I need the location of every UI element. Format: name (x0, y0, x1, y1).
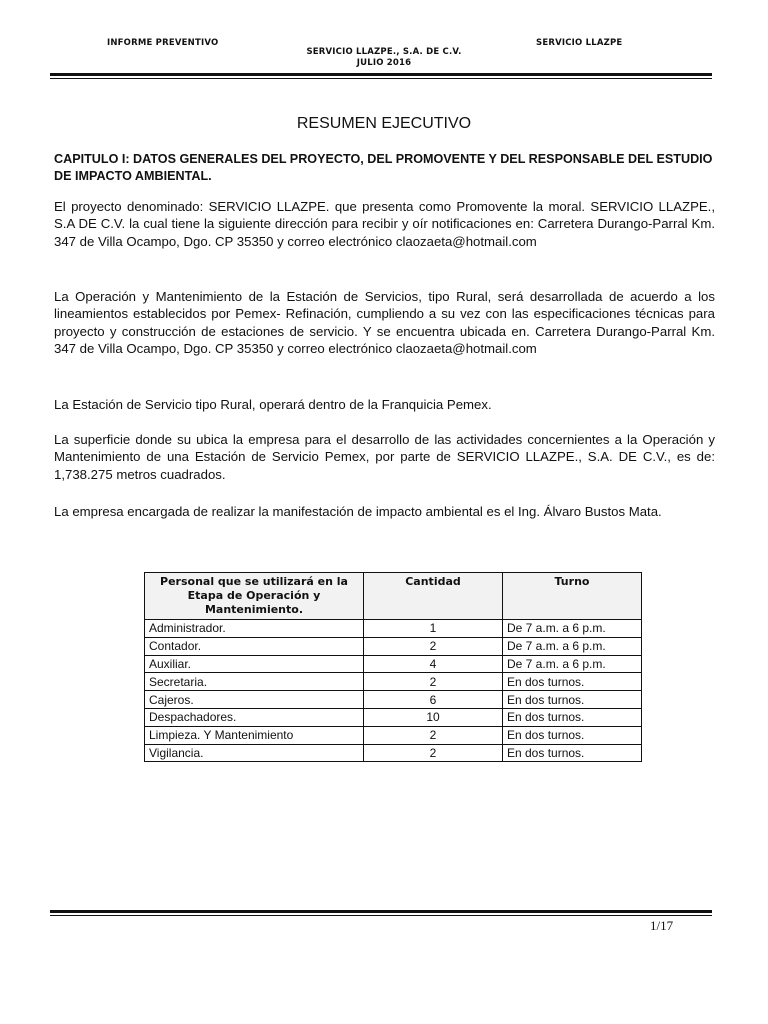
table-cell-cantidad: 1 (364, 620, 503, 638)
staff-table (144, 572, 642, 762)
paragraph-promovente: El proyecto denominado: SERVICIO LLAZPE. que presenta como Promovente la moral. SERVICIO LLAZPE., S.A DE C.V. la cual tiene la siguiente dirección para recibir y oír notificaciones en: Carretera Durango-Parral Km. 347 de Villa Ocampo, Dgo. CP 35350 y correo electrónico claozaeta@hotmail.com (54, 199, 715, 249)
paragraph-superficie: La superficie donde su ubica la empresa para el desarrollo de las actividades concernientes a la Operación y Mantenimiento de una Estación de Servicio Pemex, por parte de SERVICIO LLAZPE., S.A. DE C.V., es de: 1,738.275 metros cuadrados. (54, 432, 715, 482)
header-company: SERVICIO LLAZPE., S.A. DE C.V. (306, 47, 462, 57)
footer-rule-thick (50, 910, 712, 913)
table-cell-personal: Contador. (145, 637, 364, 655)
table-header-row (145, 573, 642, 620)
header-rule-thick (50, 73, 712, 76)
table-row (145, 655, 642, 673)
table-cell-turno: En dos turnos. (503, 691, 642, 709)
table-cell-personal: Vigilancia. (145, 744, 364, 762)
table-cell-cantidad: 2 (364, 637, 503, 655)
table-cell-personal: Despachadores. (145, 708, 364, 726)
table-cell-personal: Secretaria. (145, 673, 364, 691)
table-row (145, 620, 642, 638)
table-cell-turno: En dos turnos. (503, 673, 642, 691)
table-row (145, 744, 642, 762)
table-row (145, 637, 642, 655)
header-center (0, 47, 768, 69)
table-header-personal: Personal que se utilizará en la Etapa de Operación y Mantenimiento. (145, 573, 364, 620)
table-cell-turno: En dos turnos. (503, 744, 642, 762)
table-cell-cantidad: 10 (364, 708, 503, 726)
paragraph-responsable: La empresa encargada de realizar la manifestación de impacto ambiental es el Ing. Álvaro Bustos Mata. (54, 504, 662, 519)
table-cell-cantidad: 4 (364, 655, 503, 673)
page-number: 1/17 (650, 918, 674, 933)
header-rule-thin (50, 78, 712, 79)
table-cell-turno: De 7 a.m. a 6 p.m. (503, 620, 642, 638)
table-cell-cantidad: 2 (364, 726, 503, 744)
table-cell-personal: Cajeros. (145, 691, 364, 709)
table-cell-turno: De 7 a.m. a 6 p.m. (503, 637, 642, 655)
table-header-cantidad: Cantidad (364, 573, 503, 620)
header-company-short: SERVICIO LLAZPE (536, 38, 623, 48)
page-title: RESUMEN EJECUTIVO (296, 115, 472, 132)
table-row (145, 673, 642, 691)
table-cell-cantidad: 2 (364, 673, 503, 691)
table-cell-turno: En dos turnos. (503, 708, 642, 726)
paragraph-franquicia: La Estación de Servicio tipo Rural, operará dentro de la Franquicia Pemex. (54, 397, 492, 412)
footer-rule-thin (50, 915, 712, 916)
chapter-heading: CAPITULO I: DATOS GENERALES DEL PROYECTO, DEL PROMOVENTE Y DEL RESPONSABLE DEL ESTUDIO DE IMPACTO AMBIENTAL. (54, 152, 713, 183)
table-cell-cantidad: 2 (364, 744, 503, 762)
table-cell-cantidad: 6 (364, 691, 503, 709)
table-cell-turno: En dos turnos. (503, 726, 642, 744)
table-cell-personal: Auxiliar. (145, 655, 364, 673)
header-report-type: INFORME PREVENTIVO (107, 38, 219, 48)
table-row (145, 726, 642, 744)
header-date: JULIO 2016 (356, 58, 412, 68)
table-row (145, 708, 642, 726)
table-header-turno: Turno (503, 573, 642, 620)
table-row (145, 691, 642, 709)
paragraph-operacion: La Operación y Mantenimiento de la Estación de Servicios, tipo Rural, será desarrollada de acuerdo a los lineamientos establecidos por Pemex- Refinación, cumpliendo a su vez con las especificaciones técnicas para proyecto y construcción de estaciones de servicio. Y se encuentra ubicada en. Carretera Durango-Parral Km. 347 de Villa Ocampo, Dgo. CP 35350 y correo electrónico claozaeta@hotmail.com (54, 289, 715, 356)
table-cell-turno: De 7 a.m. a 6 p.m. (503, 655, 642, 673)
table-cell-personal: Limpieza. Y Mantenimiento (145, 726, 364, 744)
table-cell-personal: Administrador. (145, 620, 364, 638)
